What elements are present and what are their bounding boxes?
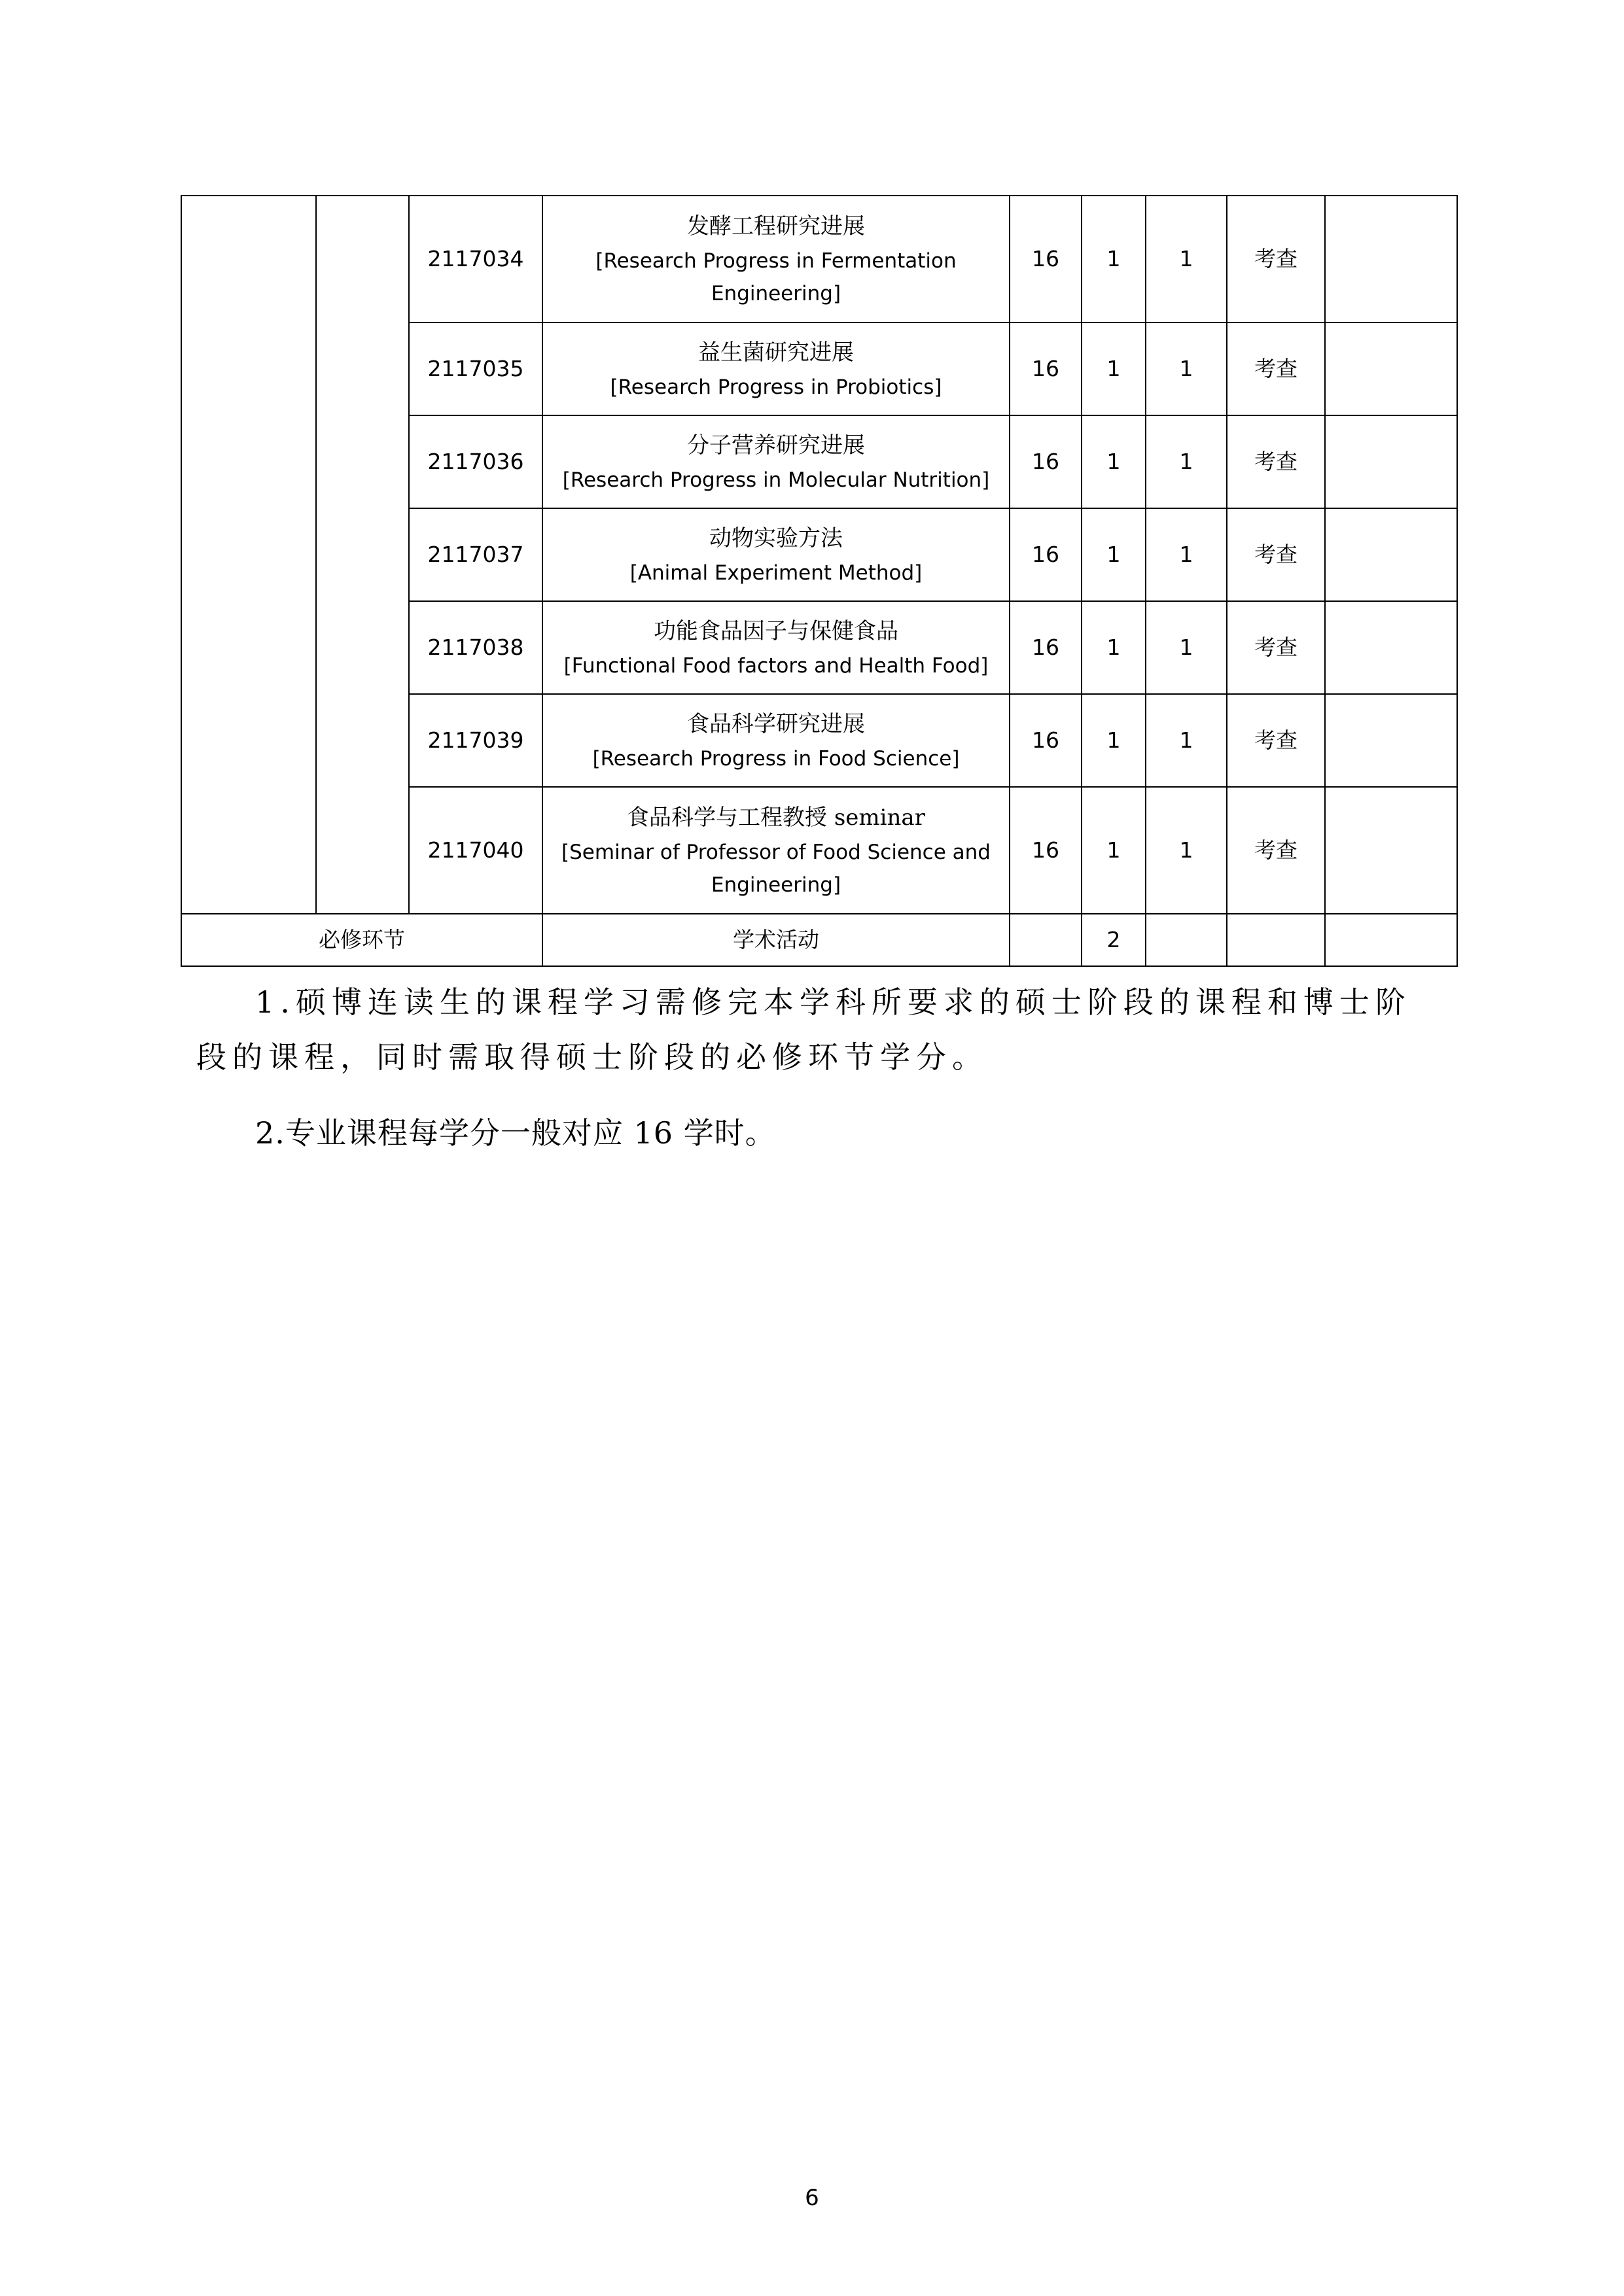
course-name-en: [Seminar of Professor of Food Science and Engineering] bbox=[561, 841, 991, 897]
empty-cell bbox=[1227, 914, 1325, 966]
empty-cell bbox=[1146, 914, 1227, 966]
course-name bbox=[542, 322, 1010, 415]
required-section-label: 必修环节 bbox=[181, 914, 542, 966]
course-name-en: [Animal Experiment Method] bbox=[629, 561, 923, 585]
note-2: 2.专业课程每学分一般对应 16 学时。 bbox=[255, 1115, 776, 1151]
course-name-en: [Research Progress in Fermentation Engineering] bbox=[595, 249, 957, 305]
course-credits: 1 bbox=[1082, 322, 1146, 415]
course-name bbox=[542, 601, 1010, 694]
course-credits: 1 bbox=[1082, 787, 1146, 914]
required-section-row bbox=[181, 914, 1457, 966]
required-section-credits: 2 bbox=[1082, 914, 1146, 966]
course-assessment: 考查 bbox=[1227, 787, 1325, 914]
course-hours: 16 bbox=[1010, 196, 1082, 322]
course-name-en: [Functional Food factors and Health Food] bbox=[563, 654, 989, 678]
course-code: 2117035 bbox=[409, 322, 542, 415]
course-credits: 1 bbox=[1082, 694, 1146, 787]
course-name-en: [Research Progress in Food Science] bbox=[592, 747, 960, 771]
course-semester: 1 bbox=[1146, 196, 1227, 322]
course-code: 2117038 bbox=[409, 601, 542, 694]
course-remark bbox=[1325, 601, 1457, 694]
subcategory-cell bbox=[316, 196, 409, 914]
course-name bbox=[542, 787, 1010, 914]
course-name-zh: 功能食品因子与保健食品 bbox=[654, 618, 898, 644]
course-name-zh: 发酵工程研究进展 bbox=[687, 213, 865, 239]
course-remark bbox=[1325, 787, 1457, 914]
course-hours: 16 bbox=[1010, 694, 1082, 787]
course-hours: 16 bbox=[1010, 601, 1082, 694]
category-cell bbox=[181, 196, 316, 914]
course-assessment: 考查 bbox=[1227, 694, 1325, 787]
course-code: 2117036 bbox=[409, 415, 542, 508]
course-assessment: 考查 bbox=[1227, 196, 1325, 322]
empty-cell bbox=[1325, 914, 1457, 966]
course-credits: 1 bbox=[1082, 601, 1146, 694]
course-remark bbox=[1325, 694, 1457, 787]
course-name-zh: 益生菌研究进展 bbox=[698, 339, 854, 366]
course-semester: 1 bbox=[1146, 601, 1227, 694]
course-remark bbox=[1325, 322, 1457, 415]
course-name-zh: 动物实验方法 bbox=[709, 525, 843, 551]
note-1: 1.硕博连读生的课程学习需修完本学科所要求的硕士阶段的课程和博士阶段的课程，同时需取得硕士阶段的必修环节学分。 bbox=[196, 984, 1411, 1075]
course-name bbox=[542, 415, 1010, 508]
course-credits: 1 bbox=[1082, 196, 1146, 322]
course-semester: 1 bbox=[1146, 415, 1227, 508]
course-assessment: 考查 bbox=[1227, 415, 1325, 508]
course-code: 2117037 bbox=[409, 508, 542, 601]
course-name-zh: 分子营养研究进展 bbox=[687, 432, 865, 459]
course-code: 2117039 bbox=[409, 694, 542, 787]
course-assessment: 考查 bbox=[1227, 322, 1325, 415]
course-credits: 1 bbox=[1082, 415, 1146, 508]
course-name-zh: 食品科学研究进展 bbox=[687, 711, 865, 737]
course-hours: 16 bbox=[1010, 508, 1082, 601]
course-code: 2117034 bbox=[409, 196, 542, 322]
course-name-en: [Research Progress in Probiotics] bbox=[610, 375, 942, 399]
course-name bbox=[542, 694, 1010, 787]
course-hours: 16 bbox=[1010, 415, 1082, 508]
course-remark bbox=[1325, 508, 1457, 601]
course-credits: 1 bbox=[1082, 508, 1146, 601]
course-name bbox=[542, 196, 1010, 322]
course-remark bbox=[1325, 196, 1457, 322]
table-row bbox=[181, 196, 1457, 322]
course-semester: 1 bbox=[1146, 787, 1227, 914]
required-section-hours bbox=[1010, 914, 1082, 966]
course-assessment: 考查 bbox=[1227, 508, 1325, 601]
course-remark bbox=[1325, 415, 1457, 508]
course-hours: 16 bbox=[1010, 787, 1082, 914]
course-assessment: 考查 bbox=[1227, 601, 1325, 694]
course-code: 2117040 bbox=[409, 787, 542, 914]
required-section-item: 学术活动 bbox=[542, 914, 1010, 966]
course-semester: 1 bbox=[1146, 508, 1227, 601]
course-table bbox=[181, 195, 1458, 967]
page-number: 6 bbox=[805, 2185, 819, 2211]
course-semester: 1 bbox=[1146, 322, 1227, 415]
course-name-zh: 食品科学与工程教授 seminar bbox=[627, 805, 925, 831]
course-name bbox=[542, 508, 1010, 601]
course-semester: 1 bbox=[1146, 694, 1227, 787]
course-name-en: [Research Progress in Molecular Nutrition] bbox=[562, 468, 990, 492]
course-hours: 16 bbox=[1010, 322, 1082, 415]
